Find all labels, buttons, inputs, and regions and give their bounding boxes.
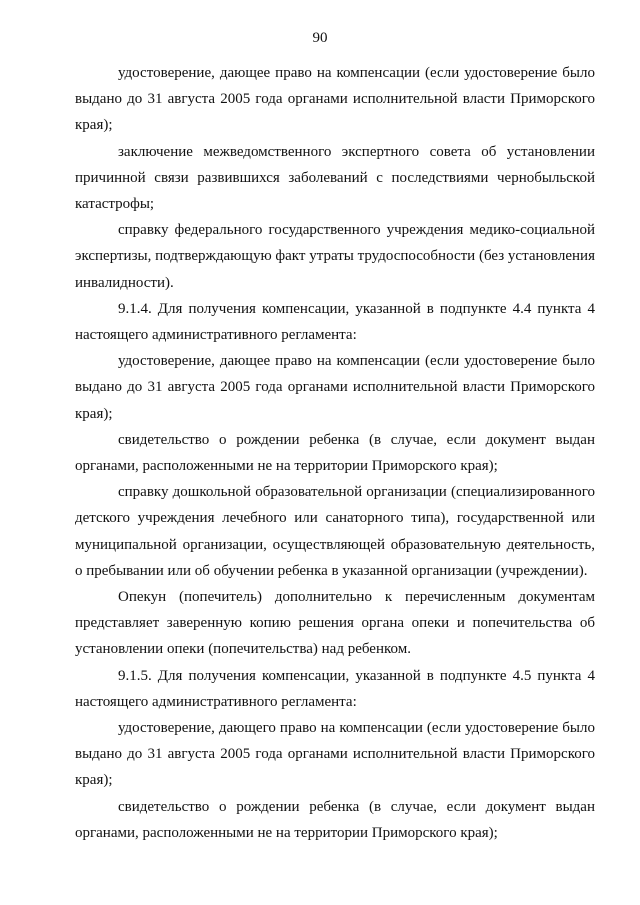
paragraph-section-9-1-4: 9.1.4. Для получения компенсации, указанной в подпункте 4.4 пункта 4 настоящего административного регламента: <box>75 300 595 344</box>
paragraph-guardian: Опекун (попечитель) дополнительно к перечисленным документам представляет заверенную копию решения органа опеки и попечительства об установлении опеки (попечительства) над ребенком. <box>75 589 595 658</box>
paragraph-expert-council-conclusion: заключение межведомственного экспертного совета об установлении причинной связи развившихся заболеваний с последствиями чернобыльской катастрофы; <box>75 143 595 213</box>
paragraph-section-9-1-5: 9.1.5. Для получения компенсации, указанной в подпункте 4.5 пункта 4 настоящего административного регламента: <box>75 667 595 710</box>
paragraph-preschool-certificate: справку дошкольной образовательной организации (специализированного детского учреждения лечебного или санаторного типа), государственной или муниципальной организации, осуществляющей образовательную деятельность, о пребывании или об обучении ребенка в указанной организации (учреждении). <box>75 484 595 579</box>
paragraph-birth-certificate-2: свидетельство о рождении ребенка (в случае, если документ выдан органами, расположенными не на территории Приморского края); <box>75 798 595 841</box>
paragraph-certificate-2: удостоверение, дающее право на компенсации (если удостоверение было выдано до 31 августа 2005 года органами исполнительной власти Приморского края); <box>75 353 595 422</box>
paragraph-birth-certificate-1: свидетельство о рождении ребенка (в случае, если документ выдан органами, расположенными не на территории Приморского края); <box>75 431 595 475</box>
paragraph-medical-expertise-certificate: справку федерального государственного учреждения медико-социальной экспертизы, подтверждающую факт утраты трудоспособности (без установления инвалидности). <box>75 222 595 291</box>
page-number: 90 <box>312 30 328 46</box>
document-body <box>75 60 595 846</box>
paragraph-certificate-1: удостоверение, дающее право на компенсации (если удостоверение было выдано до 31 августа 2005 года органами исполнительной власти Приморского края); <box>75 65 595 134</box>
paragraph-certificate-3: удостоверение, дающего право на компенсации (если удостоверение было выдано до 31 августа 2005 года органами исполнительной власти Приморского края); <box>75 720 595 789</box>
